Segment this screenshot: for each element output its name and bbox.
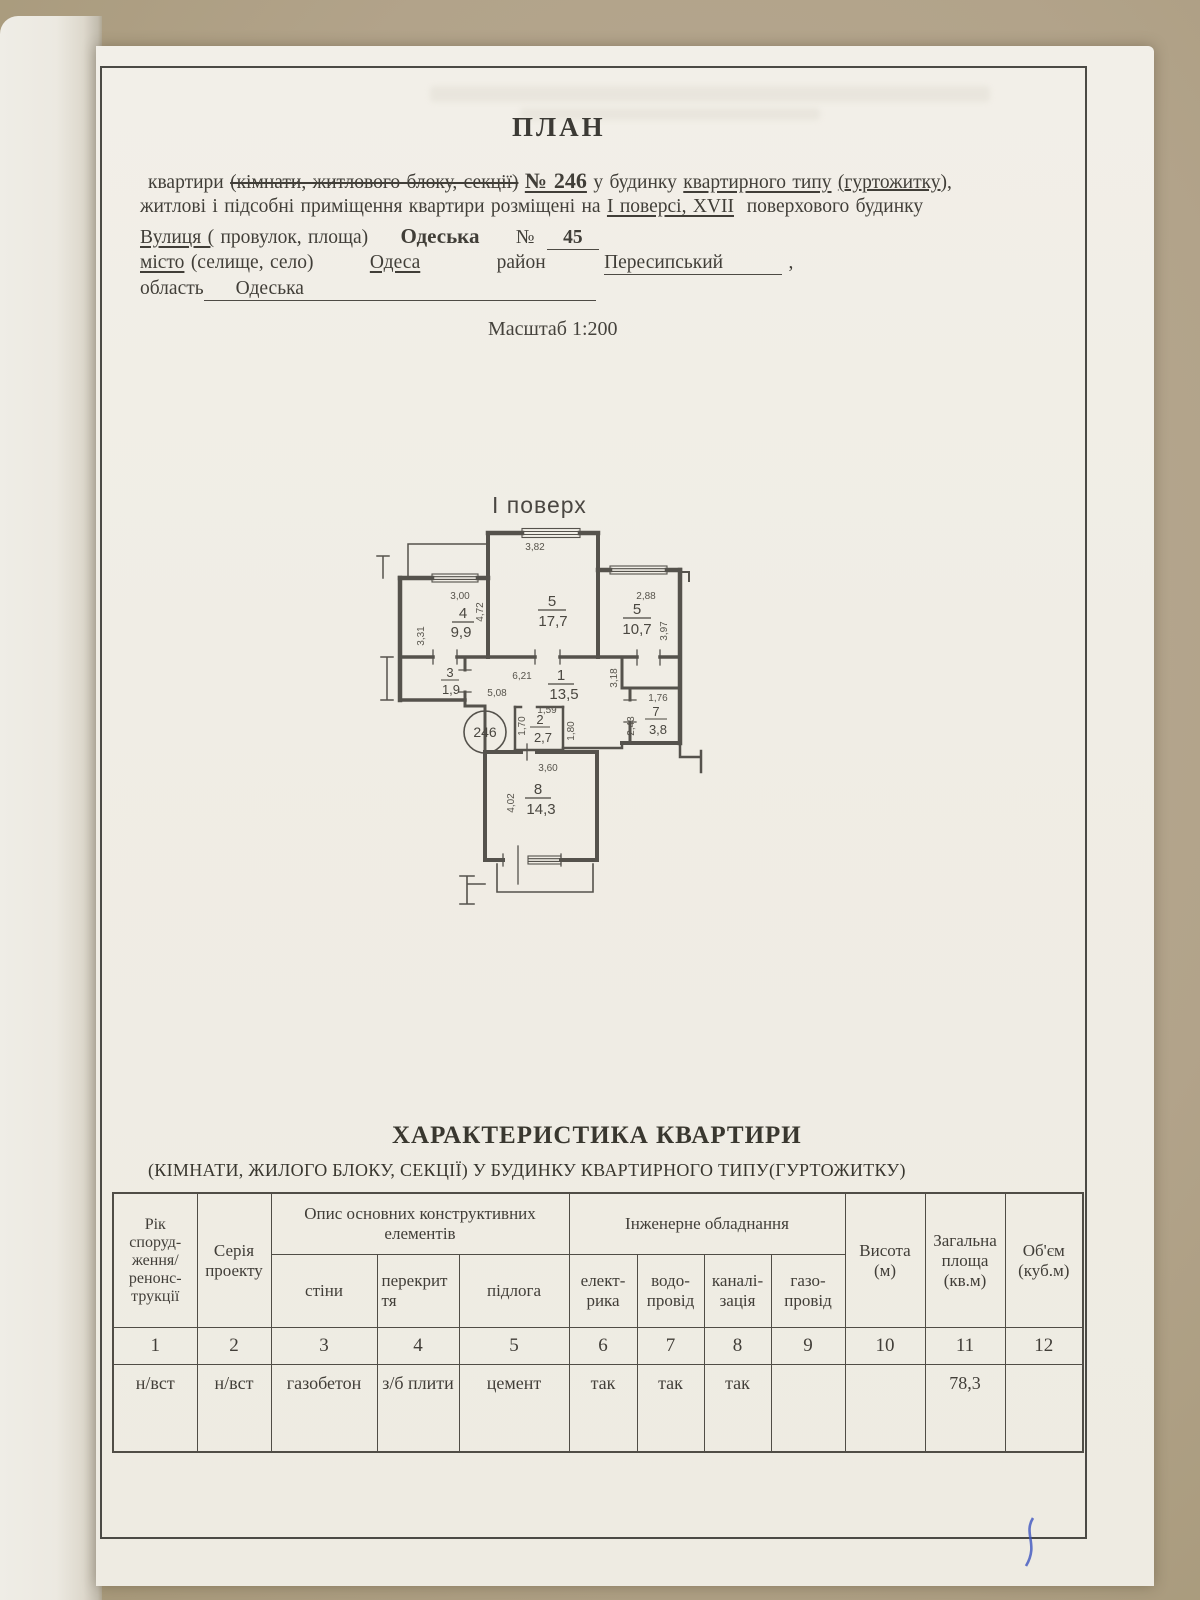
value-ceiling: з/б плити xyxy=(377,1365,459,1453)
dimension-labels xyxy=(416,542,670,813)
dimension-label: 2,88 xyxy=(636,591,656,602)
room-area: 17,7 xyxy=(538,613,568,630)
table-subtitle: (КІМНАТИ, ЖИЛОГО БЛОКУ, СЕКЦІЇ) У БУДИНКУ КВАРТИРНОГО ТИПУ(ГУРТОЖИТКУ) xyxy=(148,1160,906,1180)
document-title: ПЛАН xyxy=(512,112,606,142)
th-ceiling: перекрит тя xyxy=(377,1255,459,1328)
value-series: н/вст xyxy=(197,1365,271,1453)
room-number: 5 xyxy=(547,593,557,610)
intro-l2-pre: житлові і підсобні приміщення квартири розміщені на xyxy=(140,196,601,217)
dimension-label: 1,80 xyxy=(566,721,577,741)
intro-l1-dorm: (гуртожитку), xyxy=(837,172,952,193)
city-label: місто xyxy=(140,252,185,273)
value-gas xyxy=(771,1365,845,1453)
oblast-value: Одеська xyxy=(204,278,596,301)
th-total-area: Загальна площа (кв.м) xyxy=(925,1193,1005,1328)
dimension-label: 6,21 xyxy=(512,671,532,682)
dimension-label: 5,08 xyxy=(487,688,507,699)
rayon-value: Пересипський xyxy=(604,252,782,275)
col-number: 11 xyxy=(925,1328,1005,1365)
street-label2: провулок, площа) xyxy=(214,227,369,248)
room-area: 2,7 xyxy=(533,730,553,745)
col-number: 3 xyxy=(271,1328,377,1365)
intro-l1-pre: квартири xyxy=(148,172,231,193)
th-engineering-group: Інженерне обладнання xyxy=(569,1193,845,1255)
dimension-label: 3,00 xyxy=(450,591,470,602)
dimension-label: 3,82 xyxy=(525,542,545,553)
rayon-comma: , xyxy=(788,252,794,273)
table-title: ХАРАКТЕРИСТИКА КВАРТИРИ xyxy=(392,1122,802,1149)
intro-line-street xyxy=(140,224,599,250)
adjacent-page-edge xyxy=(0,16,102,1600)
col-number: 2 xyxy=(197,1328,271,1365)
pen-mark xyxy=(1018,1516,1048,1568)
street-no-value: 45 xyxy=(547,227,599,250)
th-gas: газо- провід xyxy=(771,1255,845,1328)
value-year: н/вст xyxy=(113,1365,197,1453)
dimension-label: 2,43 xyxy=(626,716,637,736)
dimension-label: 1,76 xyxy=(648,693,668,704)
dimension-label: 4,02 xyxy=(506,793,517,813)
intro-l1-mid: у будинку xyxy=(586,172,684,193)
room-area: 10,7 xyxy=(622,621,652,638)
room-area: 3,8 xyxy=(648,722,668,737)
dimension-label: 3,31 xyxy=(416,626,427,646)
dimension-label: 1,70 xyxy=(517,716,528,736)
col-number: 6 xyxy=(569,1328,637,1365)
dimension-label: 4,72 xyxy=(475,602,486,622)
apartment-characteristics-table xyxy=(112,1192,1084,1453)
col-number: 5 xyxy=(459,1328,569,1365)
col-number: 9 xyxy=(771,1328,845,1365)
floor-label: І поверх xyxy=(492,492,587,518)
intro-l2-post: поверхового будинку xyxy=(746,196,924,217)
room-number: 3 xyxy=(446,665,454,680)
col-number: 12 xyxy=(1005,1328,1083,1365)
room-area: 9,9 xyxy=(450,624,472,641)
room-area: 1,9 xyxy=(441,682,461,697)
oblast-label: область xyxy=(140,278,204,299)
th-year: Рік споруд- ження/ ренонс- трукції xyxy=(113,1193,197,1328)
room-area: 13,5 xyxy=(549,686,579,703)
rayon-label: район xyxy=(496,252,546,273)
dimension-label: 1,59 xyxy=(537,705,557,716)
intro-line-oblast xyxy=(140,278,596,301)
intro-line-2 xyxy=(140,196,923,218)
value-electricity: так xyxy=(569,1365,637,1453)
floor-plan xyxy=(375,520,705,910)
dimension-label: 3,97 xyxy=(659,621,670,641)
street-value: Одеська xyxy=(400,224,480,248)
room-number: 8 xyxy=(533,781,543,798)
room-area: 14,3 xyxy=(526,801,556,818)
value-walls: газобетон xyxy=(271,1365,377,1453)
city-label2: (селище, село) xyxy=(190,252,314,273)
value-water: так xyxy=(637,1365,704,1453)
apartment-number: № 246 xyxy=(524,168,587,193)
th-sewer: каналі- зація xyxy=(704,1255,771,1328)
th-height: Висота (м) xyxy=(845,1193,925,1328)
dimension-label: 3,60 xyxy=(538,763,558,774)
street-no-sign: № xyxy=(515,227,535,248)
intro-line-1 xyxy=(148,168,952,194)
col-number: 8 xyxy=(704,1328,771,1365)
intro-l1-struck: (кімнати, житлового блоку, секції) xyxy=(230,172,519,193)
th-electricity: елект- рика xyxy=(569,1255,637,1328)
col-number: 7 xyxy=(637,1328,704,1365)
col-number: 10 xyxy=(845,1328,925,1365)
th-volume: Об'єм (куб.м) xyxy=(1005,1193,1083,1328)
value-volume xyxy=(1005,1365,1083,1453)
dimension-label: 3,18 xyxy=(609,668,620,688)
room-number: 1 xyxy=(556,667,566,684)
intro-l1-type: квартирного типу xyxy=(683,172,832,193)
room-number: 2 xyxy=(536,712,544,727)
th-water: водо- провід xyxy=(637,1255,704,1328)
city-value: Одеса xyxy=(369,252,421,273)
room-number: 7 xyxy=(652,704,660,719)
col-number: 1 xyxy=(113,1328,197,1365)
intro-l2-floor: І поверсі, XVII xyxy=(606,196,734,217)
th-floor: підлога xyxy=(459,1255,569,1328)
street-label: Вулиця ( xyxy=(140,227,215,248)
unit-number: 246 xyxy=(473,724,497,740)
col-number: 4 xyxy=(377,1328,459,1365)
th-series: Серія проекту xyxy=(197,1193,271,1328)
bleed-through-smudge xyxy=(430,86,990,102)
room-number: 4 xyxy=(458,605,468,622)
room-number: 5 xyxy=(632,601,642,618)
value-total-area: 78,3 xyxy=(925,1365,1005,1453)
value-floor: цемент xyxy=(459,1365,569,1453)
scale-label: Масштаб 1:200 xyxy=(488,318,618,340)
th-construction-group: Опис основних конструктивних елементів xyxy=(271,1193,569,1255)
th-walls: стіни xyxy=(271,1255,377,1328)
value-sewer: так xyxy=(704,1365,771,1453)
intro-line-city xyxy=(140,252,793,275)
value-height xyxy=(845,1365,925,1453)
